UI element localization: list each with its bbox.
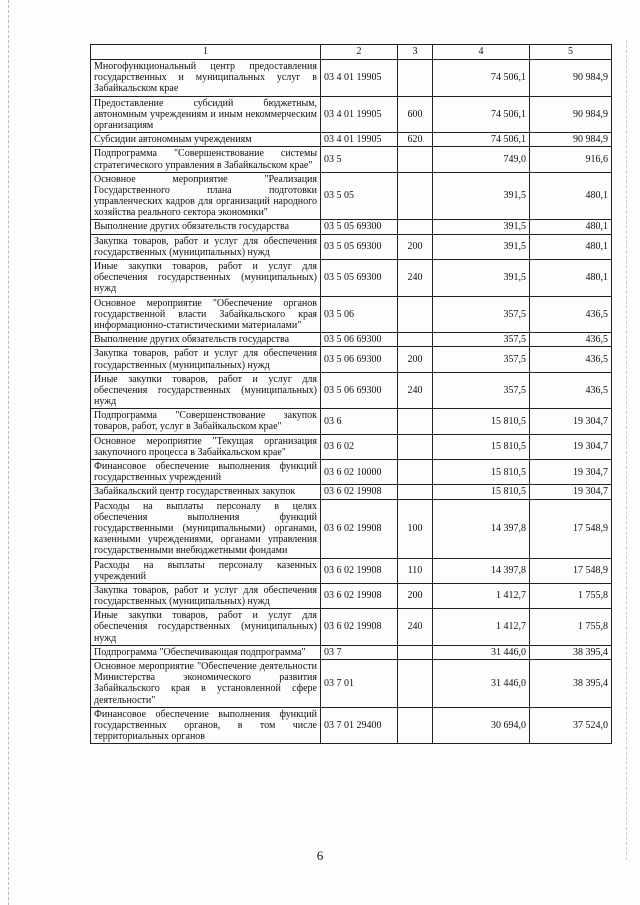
row-code: 03 5 05	[321, 172, 398, 220]
row-name: Финансовое обеспечение выполнения функций государственных органов, в том числе территориальных органов	[91, 707, 321, 744]
row-amount-year2: 37 524,0	[530, 707, 612, 744]
row-amount-year1: 15 810,5	[433, 460, 530, 485]
budget-table	[90, 44, 612, 744]
table-header-row	[91, 45, 612, 60]
row-name: Подпрограмма "Обеспечивающая подпрограмма"	[91, 645, 321, 659]
row-amount-year1: 391,5	[433, 260, 530, 297]
row-amount-year1: 357,5	[433, 333, 530, 347]
row-name: Предоставление субсидий бюджетным, автономным учреждениям и иным некоммерческим организациям	[91, 96, 321, 133]
row-name: Финансовое обеспечение выполнения функций государственных учреждений	[91, 460, 321, 485]
table-row	[91, 409, 612, 434]
table-row	[91, 296, 612, 333]
row-amount-year2: 1 755,8	[530, 583, 612, 608]
scan-edge-left	[8, 0, 10, 905]
row-code: 03 6 02 19908	[321, 499, 398, 558]
row-name: Иные закупки товаров, работ и услуг для обеспечения государственных (муниципальных) нужд	[91, 260, 321, 297]
row-amount-year2: 436,5	[530, 296, 612, 333]
row-code: 03 6	[321, 409, 398, 434]
row-expense-type	[398, 660, 433, 708]
row-code: 03 5 06	[321, 296, 398, 333]
row-expense-type	[398, 434, 433, 459]
table-row	[91, 499, 612, 558]
row-name: Подпрограмма "Совершенствование закупок товаров, работ, услуг в Забайкальском крае"	[91, 409, 321, 434]
row-name: Многофункциональный центр предоставления государственных и муниципальных услуг в Забайкальском крае	[91, 60, 321, 97]
row-code: 03 5 06 69300	[321, 347, 398, 372]
row-name: Субсидии автономным учреждениям	[91, 133, 321, 147]
row-name: Расходы на выплаты персоналу в целях обеспечения выполнения функций государственными (муниципальными) органами, казенными учреждениями, органами управления государственными внебюджетными фондами	[91, 499, 321, 558]
row-amount-year2: 480,1	[530, 220, 612, 234]
row-amount-year1: 1 412,7	[433, 583, 530, 608]
row-amount-year2: 19 304,7	[530, 485, 612, 499]
table-row	[91, 485, 612, 499]
row-name: Иные закупки товаров, работ и услуг для обеспечения государственных (муниципальных) нужд	[91, 372, 321, 409]
row-expense-type	[398, 60, 433, 97]
row-amount-year2: 90 984,9	[530, 133, 612, 147]
table-row	[91, 434, 612, 459]
row-code: 03 5	[321, 147, 398, 172]
row-amount-year2: 17 548,9	[530, 499, 612, 558]
table-row	[91, 333, 612, 347]
table-row	[91, 96, 612, 133]
header-col-5: 5	[530, 45, 612, 60]
row-amount-year2: 19 304,7	[530, 460, 612, 485]
row-expense-type	[398, 172, 433, 220]
row-expense-type: 240	[398, 609, 433, 646]
table-body	[91, 60, 612, 744]
row-expense-type	[398, 147, 433, 172]
row-name: Основное мероприятие "Реализация Государственного плана подготовки управленческих кадров для организаций народного хозяйства реального сектора экономики"	[91, 172, 321, 220]
row-amount-year2: 17 548,9	[530, 558, 612, 583]
row-expense-type	[398, 296, 433, 333]
row-name: Расходы на выплаты персоналу казенных учреждений	[91, 558, 321, 583]
row-expense-type	[398, 409, 433, 434]
row-amount-year1: 14 397,8	[433, 499, 530, 558]
table-row	[91, 172, 612, 220]
row-code: 03 6 02 10000	[321, 460, 398, 485]
row-code: 03 6 02 19908	[321, 583, 398, 608]
table-row	[91, 707, 612, 744]
row-expense-type: 200	[398, 347, 433, 372]
row-expense-type: 200	[398, 234, 433, 259]
row-amount-year1: 749,0	[433, 147, 530, 172]
row-amount-year1: 357,5	[433, 347, 530, 372]
row-expense-type	[398, 707, 433, 744]
row-expense-type	[398, 485, 433, 499]
page-number: 6	[316, 848, 324, 863]
row-code: 03 4 01 19905	[321, 96, 398, 133]
table-row	[91, 460, 612, 485]
row-expense-type	[398, 333, 433, 347]
scan-edge-right	[626, 40, 628, 860]
row-amount-year1: 1 412,7	[433, 609, 530, 646]
table-row	[91, 347, 612, 372]
table-row	[91, 372, 612, 409]
row-code: 03 5 05 69300	[321, 234, 398, 259]
table-row	[91, 260, 612, 297]
row-name: Закупка товаров, работ и услуг для обеспечения государственных (муниципальных) нужд	[91, 347, 321, 372]
row-expense-type: 100	[398, 499, 433, 558]
row-amount-year1: 15 810,5	[433, 409, 530, 434]
row-amount-year1: 14 397,8	[433, 558, 530, 583]
row-name: Выполнение других обязательств государства	[91, 333, 321, 347]
row-code: 03 6 02	[321, 434, 398, 459]
header-col-1: 1	[91, 45, 321, 60]
row-amount-year1: 15 810,5	[433, 434, 530, 459]
row-code: 03 5 06 69300	[321, 372, 398, 409]
row-amount-year2: 38 395,4	[530, 660, 612, 708]
table-row	[91, 583, 612, 608]
row-amount-year1: 31 446,0	[433, 660, 530, 708]
row-amount-year1: 391,5	[433, 220, 530, 234]
row-expense-type: 240	[398, 372, 433, 409]
row-expense-type: 600	[398, 96, 433, 133]
row-amount-year1: 31 446,0	[433, 645, 530, 659]
row-amount-year1: 30 694,0	[433, 707, 530, 744]
row-name: Закупка товаров, работ и услуг для обеспечения государственных (муниципальных) нужд	[91, 234, 321, 259]
table-row	[91, 609, 612, 646]
header-col-2: 2	[321, 45, 398, 60]
row-expense-type	[398, 220, 433, 234]
row-expense-type	[398, 460, 433, 485]
row-amount-year2: 19 304,7	[530, 409, 612, 434]
row-expense-type: 620	[398, 133, 433, 147]
row-amount-year2: 480,1	[530, 234, 612, 259]
table-row	[91, 558, 612, 583]
row-name: Закупка товаров, работ и услуг для обеспечения государственных (муниципальных) нужд	[91, 583, 321, 608]
row-amount-year2: 436,5	[530, 333, 612, 347]
row-amount-year1: 391,5	[433, 172, 530, 220]
row-code: 03 7	[321, 645, 398, 659]
row-code: 03 7 01 29400	[321, 707, 398, 744]
row-name: Забайкальский центр государственных закупок	[91, 485, 321, 499]
header-col-4: 4	[433, 45, 530, 60]
row-amount-year2: 19 304,7	[530, 434, 612, 459]
row-code: 03 5 05 69300	[321, 260, 398, 297]
row-expense-type: 200	[398, 583, 433, 608]
row-expense-type	[398, 645, 433, 659]
row-amount-year2: 1 755,8	[530, 609, 612, 646]
row-expense-type: 110	[398, 558, 433, 583]
row-amount-year2: 38 395,4	[530, 645, 612, 659]
row-amount-year1: 15 810,5	[433, 485, 530, 499]
row-amount-year2: 436,5	[530, 347, 612, 372]
table-row	[91, 660, 612, 708]
row-code: 03 4 01 19905	[321, 133, 398, 147]
row-expense-type: 240	[398, 260, 433, 297]
row-code: 03 6 02 19908	[321, 558, 398, 583]
row-amount-year1: 391,5	[433, 234, 530, 259]
row-code: 03 5 05 69300	[321, 220, 398, 234]
row-amount-year1: 357,5	[433, 296, 530, 333]
row-amount-year2: 480,1	[530, 172, 612, 220]
row-code: 03 6 02 19908	[321, 609, 398, 646]
row-amount-year1: 74 506,1	[433, 133, 530, 147]
table-row	[91, 645, 612, 659]
row-amount-year1: 74 506,1	[433, 60, 530, 97]
table-row	[91, 133, 612, 147]
row-amount-year2: 90 984,9	[530, 96, 612, 133]
table-row	[91, 60, 612, 97]
table-row	[91, 220, 612, 234]
row-amount-year1: 357,5	[433, 372, 530, 409]
row-amount-year2: 916,6	[530, 147, 612, 172]
row-amount-year2: 436,5	[530, 372, 612, 409]
row-name: Основное мероприятие "Текущая организация закупочного процесса в Забайкальском крае"	[91, 434, 321, 459]
row-code: 03 6 02 19908	[321, 485, 398, 499]
row-code: 03 7 01	[321, 660, 398, 708]
row-name: Основное мероприятие "Обеспечение деятельности Министерства экономического развития Забайкальского края в установленной сфере деятельности"	[91, 660, 321, 708]
row-code: 03 5 06 69300	[321, 333, 398, 347]
row-name: Иные закупки товаров, работ и услуг для обеспечения государственных (муниципальных) нужд	[91, 609, 321, 646]
header-col-3: 3	[398, 45, 433, 60]
row-amount-year2: 480,1	[530, 260, 612, 297]
row-name: Основное мероприятие "Обеспечение органов государственной власти Забайкальского края информационно-статистическими материалами"	[91, 296, 321, 333]
table-row	[91, 147, 612, 172]
row-name: Подпрограмма "Совершенствование системы стратегического управления в Забайкальском крае"	[91, 147, 321, 172]
row-amount-year2: 90 984,9	[530, 60, 612, 97]
row-code: 03 4 01 19905	[321, 60, 398, 97]
row-name: Выполнение других обязательств государства	[91, 220, 321, 234]
table-row	[91, 234, 612, 259]
row-amount-year1: 74 506,1	[433, 96, 530, 133]
